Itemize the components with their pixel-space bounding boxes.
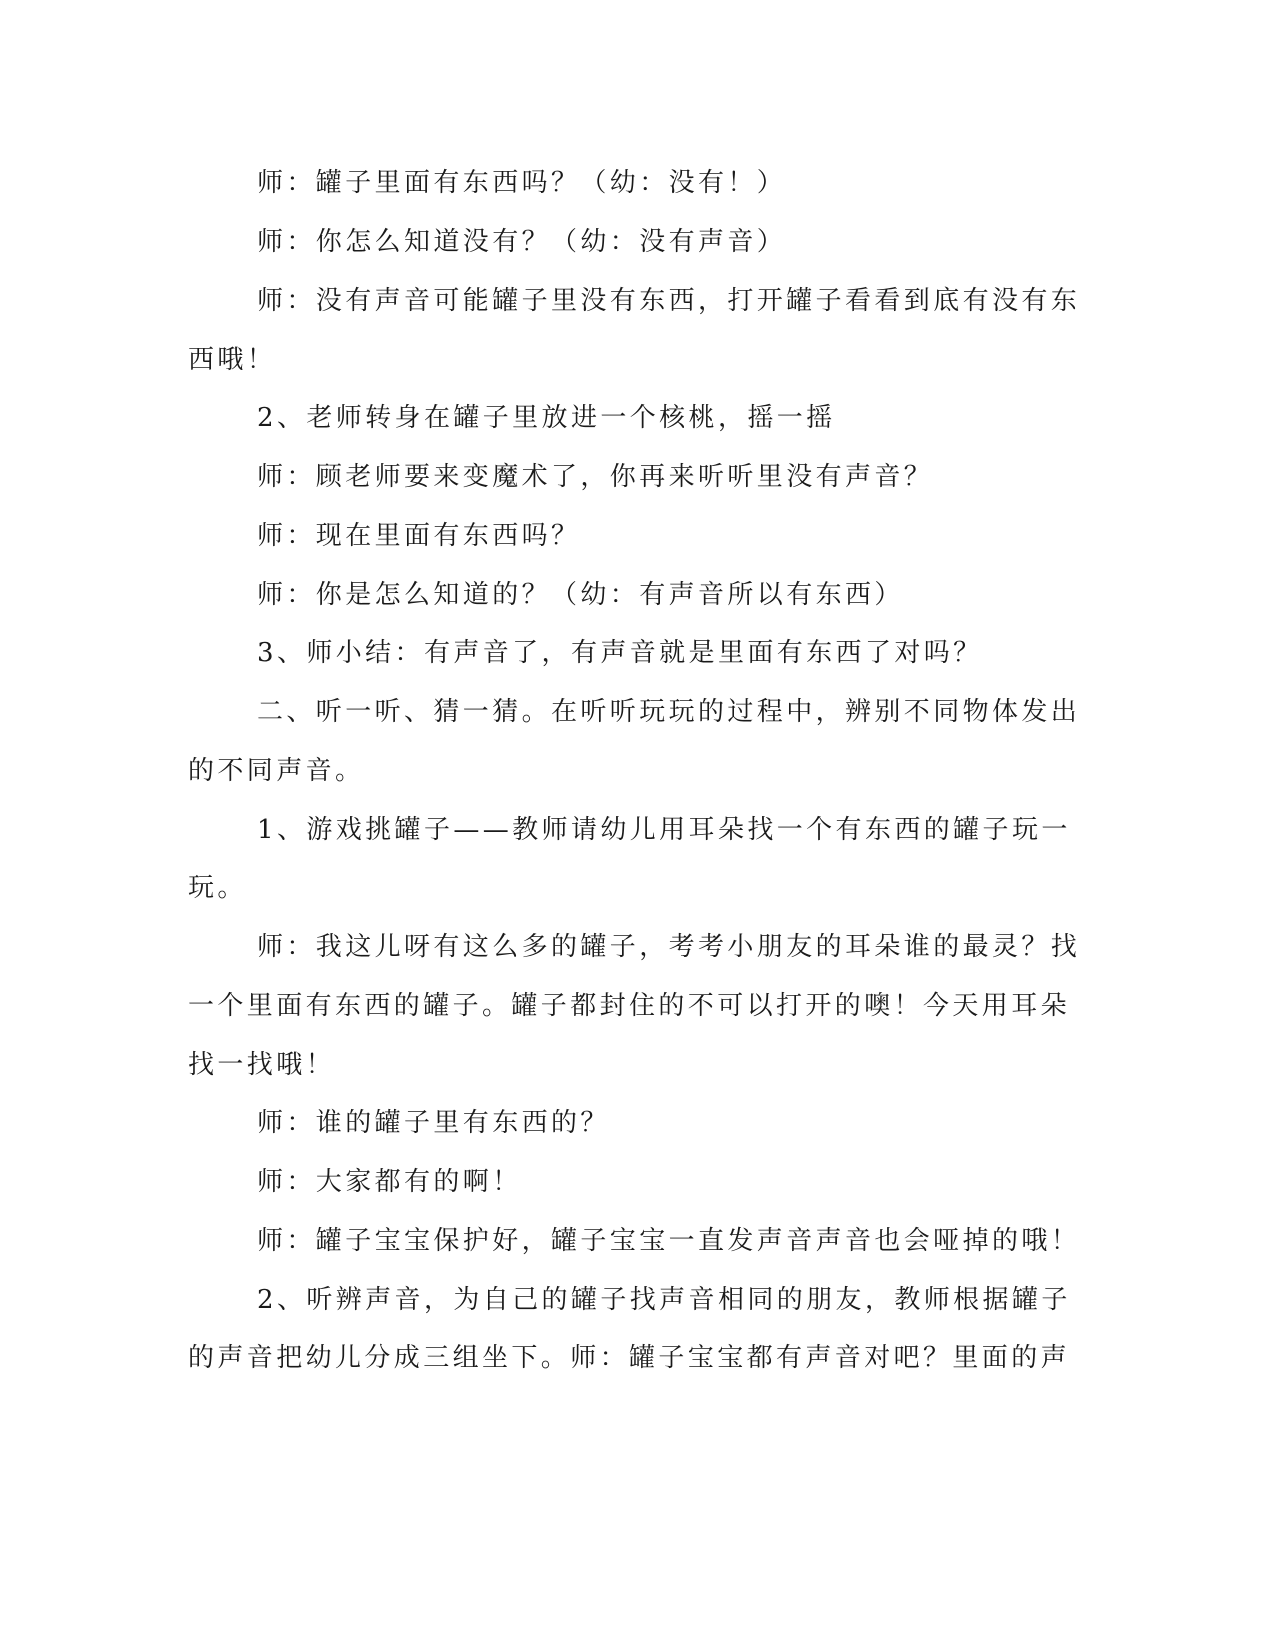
paragraph-line: 师：谁的罐子里有东西的？ bbox=[257, 1108, 610, 1138]
paragraph-line: 3、师小结：有声音了，有声音就是里面有东西了对吗？ bbox=[257, 638, 983, 668]
paragraph-line: 2、听辨声音，为自己的罐子找声音相同的朋友，教师根据罐子 bbox=[257, 1285, 1071, 1315]
paragraph-line: 2、老师转身在罐子里放进一个核桃，摇一摇 bbox=[257, 403, 836, 433]
paragraph-line: 二、听一听、猜一猜。在听听玩玩的过程中，辨别不同物体发出 bbox=[257, 697, 1081, 727]
paragraph-line: 师：你是怎么知道的？（幼：有声音所以有东西） bbox=[257, 580, 904, 610]
paragraph-line: 师：你怎么知道没有？（幼：没有声音） bbox=[257, 227, 787, 257]
paragraph-line: 一个里面有东西的罐子。罐子都封住的不可以打开的噢！今天用耳朵 bbox=[188, 991, 1071, 1021]
paragraph-line: 师：罐子宝宝保护好，罐子宝宝一直发声音声音也会哑掉的哦！ bbox=[257, 1226, 1081, 1256]
paragraph-line: 师：现在里面有东西吗？ bbox=[257, 521, 581, 551]
paragraph-line: 的声音把幼儿分成三组坐下。师：罐子宝宝都有声音对吧？里面的声 bbox=[188, 1343, 1071, 1373]
paragraph-line: 师：大家都有的啊！ bbox=[257, 1167, 522, 1197]
paragraph-line: 西哦！ bbox=[188, 345, 277, 375]
paragraph-line: 的不同声音。 bbox=[188, 756, 365, 786]
paragraph-line: 师：我这儿呀有这么多的罐子，考考小朋友的耳朵谁的最灵？找 bbox=[257, 932, 1081, 962]
paragraph-line: 1、游戏挑罐子——教师请幼儿用耳朵找一个有东西的罐子玩一 bbox=[257, 815, 1071, 845]
paragraph-line: 师：顾老师要来变魔术了，你再来听听里没有声音？ bbox=[257, 462, 934, 492]
paragraph-line: 师：没有声音可能罐子里没有东西，打开罐子看看到底有没有东 bbox=[257, 286, 1081, 316]
paragraph-line: 找一找哦！ bbox=[188, 1050, 336, 1080]
paragraph-line: 师：罐子里面有东西吗？（幼：没有！） bbox=[257, 168, 787, 198]
paragraph-line: 玩。 bbox=[188, 873, 247, 903]
